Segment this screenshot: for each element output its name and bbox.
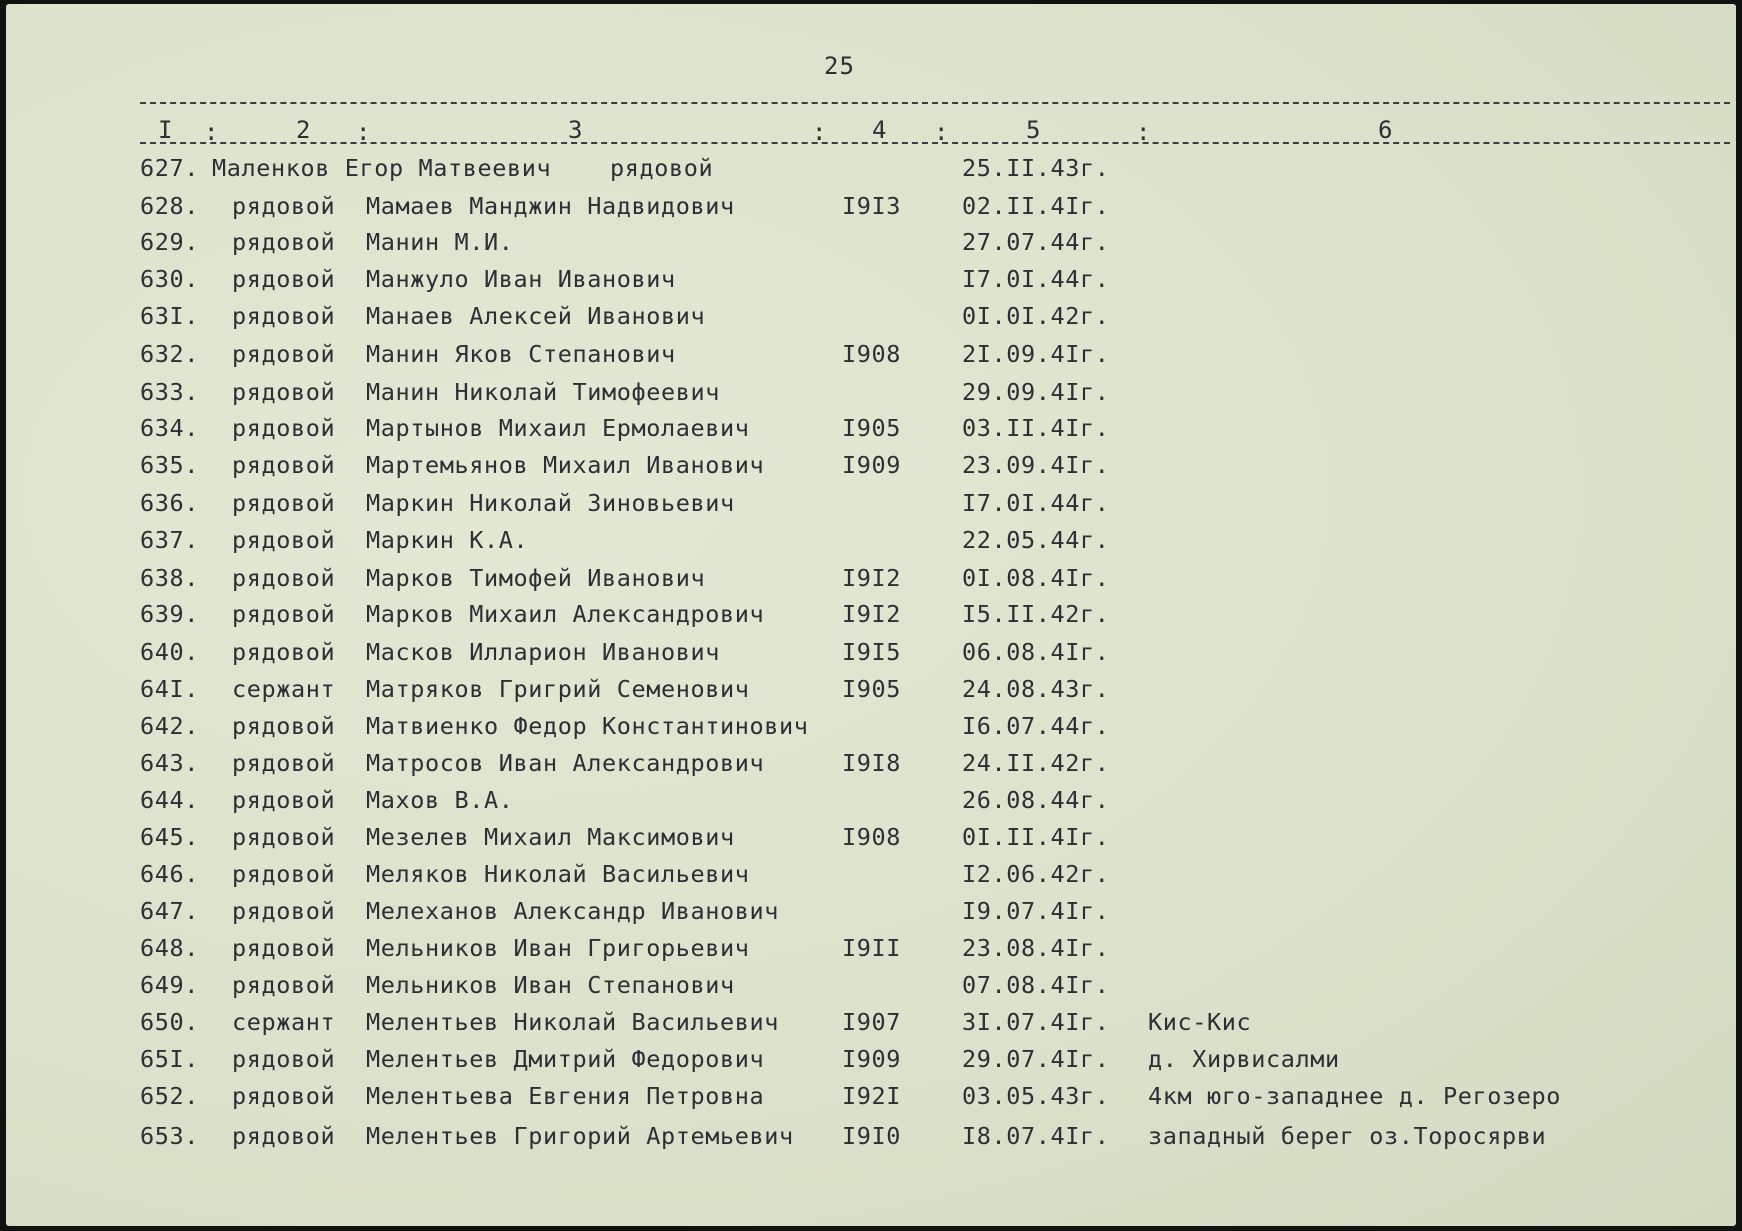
page-number: 25: [824, 52, 855, 80]
column-header-1: I: [158, 116, 173, 144]
record-name: Манин М.И.: [366, 228, 514, 256]
record-rank: рядовой: [232, 897, 336, 925]
record-rank: рядовой: [232, 934, 336, 962]
record-rank: рядовой: [232, 786, 336, 814]
list-item: [6, 228, 1736, 264]
column-separator: :: [1136, 118, 1151, 146]
record-birth-year: I9I2: [842, 564, 901, 592]
record-birth-year: I9I5: [842, 638, 901, 666]
list-item: [6, 897, 1736, 933]
record-rank: рядовой: [232, 451, 336, 479]
record-number: 637.: [140, 526, 199, 554]
list-item: [6, 265, 1736, 301]
record-rank: рядовой: [232, 192, 336, 220]
list-item: [6, 154, 1736, 190]
record-rank: рядовой: [232, 340, 336, 368]
record-name: Мелеханов Александр Иванович: [366, 897, 779, 925]
record-date: 03.II.4Iг.: [962, 414, 1110, 442]
record-date: 29.07.4Iг.: [962, 1045, 1110, 1073]
record-date: 02.II.4Iг.: [962, 192, 1110, 220]
record-name: Манин Николай Тимофеевич: [366, 378, 720, 406]
record-place: западный берег оз.Торосярви: [1148, 1122, 1547, 1150]
record-number: 629.: [140, 228, 199, 256]
record-rank: сержант: [232, 1008, 336, 1036]
list-item: [6, 971, 1736, 1007]
record-name: Мельников Иван Степанович: [366, 971, 735, 999]
record-number: 63I.: [140, 302, 199, 330]
record-name: Маркин К.А.: [366, 526, 529, 554]
record-rank: рядовой: [232, 378, 336, 406]
column-header-5: 5: [1026, 116, 1041, 144]
record-name: Мелентьев Дмитрий Федорович: [366, 1045, 765, 1073]
list-item: [6, 451, 1736, 487]
record-number: 649.: [140, 971, 199, 999]
list-item: [6, 1082, 1736, 1118]
record-number: 644.: [140, 786, 199, 814]
record-number: 646.: [140, 860, 199, 888]
list-item: [6, 378, 1736, 414]
record-birth-year: I9I3: [842, 192, 901, 220]
record-rank: рядовой: [232, 600, 336, 628]
record-rank: рядовой: [232, 823, 336, 851]
list-item: [6, 675, 1736, 711]
list-item: [6, 786, 1736, 822]
record-date: 23.09.4Iг.: [962, 451, 1110, 479]
record-name: Махов В.А.: [366, 786, 514, 814]
record-name: Мелентьев Николай Васильевич: [366, 1008, 779, 1036]
record-date: I8.07.4Iг.: [962, 1122, 1110, 1150]
record-rank: рядовой: [232, 265, 336, 293]
list-item: [6, 1045, 1736, 1081]
column-separator: :: [812, 118, 827, 146]
list-item: [6, 302, 1736, 338]
document-page: [6, 4, 1736, 1226]
list-item: [6, 340, 1736, 376]
record-rank: рядовой: [232, 228, 336, 256]
record-date: 03.05.43г.: [962, 1082, 1110, 1110]
record-date: 22.05.44г.: [962, 526, 1110, 554]
record-name: Мезелев Михаил Максимович: [366, 823, 735, 851]
record-number: 639.: [140, 600, 199, 628]
list-item: [6, 1122, 1736, 1158]
record-rank: рядовой: [232, 526, 336, 554]
record-date: 3I.07.4Iг.: [962, 1008, 1110, 1036]
record-place: д. Хирвисалми: [1148, 1045, 1340, 1073]
record-name: Манин Яков Степанович: [366, 340, 676, 368]
record-number: 650.: [140, 1008, 199, 1036]
list-item: [6, 860, 1736, 896]
record-name: Маркин Николай Зиновьевич: [366, 489, 735, 517]
record-date: 27.07.44г.: [962, 228, 1110, 256]
record-rank: рядовой: [232, 1045, 336, 1073]
record-number: 628.: [140, 192, 199, 220]
record-place: Кис-Кис: [1148, 1008, 1252, 1036]
record-name: Манжуло Иван Иванович: [366, 265, 676, 293]
record-rank: рядовой: [232, 971, 336, 999]
list-item: [6, 712, 1736, 748]
record-date: I6.07.44г.: [962, 712, 1110, 740]
record-birth-year: I9I2: [842, 600, 901, 628]
record-birth-year: I9I0: [842, 1122, 901, 1150]
record-name: Мельников Иван Григорьевич: [366, 934, 750, 962]
record-name: Матросов Иван Александрович: [366, 749, 765, 777]
record-number: 642.: [140, 712, 199, 740]
record-rank: рядовой: [232, 414, 336, 442]
record-rank: рядовой: [232, 1122, 336, 1150]
list-item: [6, 934, 1736, 970]
record-name: Мелентьева Евгения Петровна: [366, 1082, 765, 1110]
list-item: [6, 489, 1736, 525]
record-date: 0I.0I.42г.: [962, 302, 1110, 330]
record-number: 648.: [140, 934, 199, 962]
record-name: Мамаев Манджин Надвидович: [366, 192, 735, 220]
record-birth-year: I905: [842, 414, 901, 442]
record-date: 24.08.43г.: [962, 675, 1110, 703]
record-number: 635.: [140, 451, 199, 479]
record-name: Матряков Григрий Семенович: [366, 675, 750, 703]
record-date: 0I.08.4Iг.: [962, 564, 1110, 592]
record-date: 24.II.42г.: [962, 749, 1110, 777]
record-rank: рядовой: [232, 489, 336, 517]
list-item: [6, 1008, 1736, 1044]
list-item: [6, 600, 1736, 636]
record-number: 633.: [140, 378, 199, 406]
record-number: 647.: [140, 897, 199, 925]
record-date: 2I.09.4Iг.: [962, 340, 1110, 368]
record-number: 634.: [140, 414, 199, 442]
record-name: Мелентьев Григорий Артемьевич: [366, 1122, 794, 1150]
list-item: [6, 823, 1736, 859]
record-number: 65I.: [140, 1045, 199, 1073]
record-date: 23.08.4Iг.: [962, 934, 1110, 962]
record-rank: рядовой: [232, 749, 336, 777]
record-rank: рядовой: [232, 1082, 336, 1110]
record-birth-year: I908: [842, 340, 901, 368]
column-separator: :: [356, 118, 371, 146]
column-header-2: 2: [296, 116, 311, 144]
record-birth-year: I9I8: [842, 749, 901, 777]
list-item: [6, 526, 1736, 562]
record-name: Марков Михаил Александрович: [366, 600, 765, 628]
record-birth-year: I909: [842, 1045, 901, 1073]
record-name: Манаев Алексей Иванович: [366, 302, 706, 330]
record-number: 645.: [140, 823, 199, 851]
list-item: [6, 192, 1736, 228]
record-birth-year: I9II: [842, 934, 901, 962]
record-name: Маленков Егор Матвеевич: [212, 154, 552, 182]
record-rank: рядовой: [232, 712, 336, 740]
record-birth-year: I907: [842, 1008, 901, 1036]
record-name: Меляков Николай Васильевич: [366, 860, 750, 888]
record-rank: сержант: [232, 675, 336, 703]
record-rank: рядовой: [232, 302, 336, 330]
list-item: [6, 749, 1736, 785]
record-date: 26.08.44г.: [962, 786, 1110, 814]
record-name: Матвиенко Федор Константинович: [366, 712, 809, 740]
record-number: 652.: [140, 1082, 199, 1110]
column-separator: :: [204, 118, 219, 146]
record-date: I5.II.42г.: [962, 600, 1110, 628]
record-number: 653.: [140, 1122, 199, 1150]
record-number: 636.: [140, 489, 199, 517]
list-item: [6, 414, 1736, 450]
column-separator: :: [934, 118, 949, 146]
record-birth-year: I92I: [842, 1082, 901, 1110]
record-place: 4км юго-западнее д. Регозеро: [1148, 1082, 1561, 1110]
record-birth-year: I905: [842, 675, 901, 703]
record-rank: рядовой: [232, 564, 336, 592]
record-date: 0I.II.4Iг.: [962, 823, 1110, 851]
record-rank: рядовой: [232, 638, 336, 666]
record-name: Мартемьянов Михаил Иванович: [366, 451, 765, 479]
list-item: [6, 564, 1736, 600]
list-item: [6, 638, 1736, 674]
record-number: 638.: [140, 564, 199, 592]
record-date: I9.07.4Iг.: [962, 897, 1110, 925]
record-date: 07.08.4Iг.: [962, 971, 1110, 999]
record-name: Марков Тимофей Иванович: [366, 564, 706, 592]
record-birth-year: I909: [842, 451, 901, 479]
record-date: I7.0I.44г.: [962, 489, 1110, 517]
record-birth-year: I908: [842, 823, 901, 851]
record-number: 630.: [140, 265, 199, 293]
record-date: 29.09.4Iг.: [962, 378, 1110, 406]
record-name: Масков Илларион Иванович: [366, 638, 720, 666]
record-rank: рядовой: [610, 154, 714, 182]
record-name: Мартынов Михаил Ермолаевич: [366, 414, 750, 442]
record-number: 627.: [140, 154, 199, 182]
header-rule-top: [140, 102, 1730, 104]
record-date: 06.08.4Iг.: [962, 638, 1110, 666]
column-header-6: 6: [1378, 116, 1393, 144]
column-header-4: 4: [872, 116, 887, 144]
record-number: 640.: [140, 638, 199, 666]
record-rank: рядовой: [232, 860, 336, 888]
record-number: 643.: [140, 749, 199, 777]
record-date: 25.II.43г.: [962, 154, 1110, 182]
record-number: 632.: [140, 340, 199, 368]
record-date: I2.06.42г.: [962, 860, 1110, 888]
record-number: 64I.: [140, 675, 199, 703]
column-header-3: 3: [568, 116, 583, 144]
record-date: I7.0I.44г.: [962, 265, 1110, 293]
